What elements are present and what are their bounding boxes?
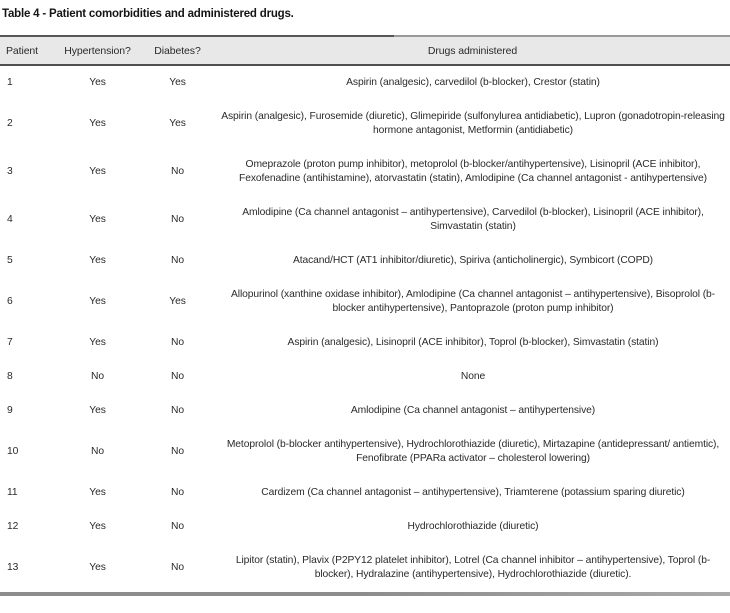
patient-id-cell: 12 bbox=[7, 521, 19, 532]
diabetes-cell: No bbox=[171, 562, 184, 573]
table-caption: Table 4 - Patient comorbidities and administered drugs. bbox=[2, 8, 294, 20]
diabetes-cell: Yes bbox=[169, 77, 186, 88]
table-row bbox=[0, 100, 730, 148]
hypertension-cell: Yes bbox=[89, 296, 106, 307]
table-row bbox=[0, 544, 730, 592]
hypertension-cell: Yes bbox=[89, 77, 106, 88]
table-row bbox=[0, 394, 730, 428]
patient-id-cell: 13 bbox=[7, 562, 19, 573]
table-row bbox=[0, 278, 730, 326]
hypertension-cell: Yes bbox=[89, 166, 106, 177]
table-row bbox=[0, 360, 730, 394]
hypertension-cell: Yes bbox=[89, 562, 106, 573]
patient-id-cell: 3 bbox=[7, 166, 13, 177]
diabetes-cell: No bbox=[171, 214, 184, 225]
table-bottom-rule bbox=[0, 592, 730, 596]
diabetes-cell: No bbox=[171, 337, 184, 348]
table-row bbox=[0, 148, 730, 196]
table-row bbox=[0, 510, 730, 544]
patient-id-cell: 9 bbox=[7, 405, 13, 416]
comorbidities-table-wrap bbox=[0, 35, 730, 596]
table-header bbox=[0, 37, 730, 65]
table-row bbox=[0, 428, 730, 476]
drugs-cell: Aspirin (analgesic), Lisinopril (ACE inhibitor), Toprol (b-blocker), Simvastatin (statin) bbox=[287, 337, 659, 348]
patient-id-cell: 7 bbox=[7, 337, 13, 348]
drugs-cell: Lipitor (statin), Plavix (P2PY12 platelet inhibitor), Lotrel (Ca channel inhibitor – antihypertensive), Toprol (b-blocker), Hydralazine (antihypertensive), Hydrochlorothiazide (diuretic). bbox=[235, 555, 711, 580]
column-header-patient: Patient bbox=[0, 37, 55, 65]
diabetes-cell: No bbox=[171, 371, 184, 382]
patient-id-cell: 8 bbox=[7, 371, 13, 382]
table-row bbox=[0, 326, 730, 360]
column-header-hypertension: Hypertension? bbox=[55, 37, 140, 65]
drugs-cell: Aspirin (analgesic), carvedilol (b-blocker), Crestor (statin) bbox=[346, 77, 600, 88]
header-row bbox=[0, 37, 730, 65]
table-row bbox=[0, 196, 730, 244]
patient-id-cell: 10 bbox=[7, 446, 19, 457]
diabetes-cell: No bbox=[171, 405, 184, 416]
hypertension-cell: No bbox=[91, 371, 104, 382]
table-row bbox=[0, 65, 730, 100]
hypertension-cell: Yes bbox=[89, 214, 106, 225]
column-header-drugs: Drugs administered bbox=[215, 37, 730, 65]
diabetes-cell: Yes bbox=[169, 118, 186, 129]
patient-id-cell: 11 bbox=[7, 487, 18, 498]
diabetes-cell: No bbox=[171, 521, 184, 532]
hypertension-cell: No bbox=[91, 446, 104, 457]
column-header-diabetes: Diabetes? bbox=[140, 37, 215, 65]
drugs-cell: Hydrochlorothiazide (diuretic) bbox=[407, 521, 539, 532]
drugs-cell: Atacand/HCT (AT1 inhibitor/diuretic), Spiriva (anticholinergic), Symbicort (COPD) bbox=[292, 255, 654, 266]
table-body bbox=[0, 65, 730, 592]
document-page bbox=[0, 8, 730, 596]
drugs-cell: Aspirin (analgesic), Furosemide (diuretic), Glimepiride (sulfonylurea antidiabetic), Lupron (gonadotropin-releasing hormone antagonist, Metformin (antidiabetic) bbox=[221, 111, 725, 136]
diabetes-cell: No bbox=[171, 166, 184, 177]
table-row bbox=[0, 476, 730, 510]
patient-id-cell: 4 bbox=[7, 214, 13, 225]
hypertension-cell: Yes bbox=[89, 337, 106, 348]
patient-id-cell: 2 bbox=[7, 118, 13, 129]
drugs-cell: Allopurinol (xanthine oxidase inhibitor), Amlodipine (Ca channel antagonist – antihypertensive), Bisoprolol (b-blocker antihypertensive), Pantoprazole (proton pump inhibitor) bbox=[230, 289, 715, 314]
diabetes-cell: No bbox=[171, 446, 184, 457]
diabetes-cell: No bbox=[171, 255, 184, 266]
hypertension-cell: Yes bbox=[89, 118, 106, 129]
patient-id-cell: 6 bbox=[7, 296, 13, 307]
drugs-cell: None bbox=[460, 371, 486, 382]
hypertension-cell: Yes bbox=[89, 405, 106, 416]
drugs-cell: Omeprazole (proton pump inhibitor), metoprolol (b-blocker/antihypertensive), Lisinopril (ACE inhibitor), Fexofenadine (antihistamine), atorvastatin (statin), Amlodipine (Ca channel antagonist - antihypertensive) bbox=[239, 159, 707, 184]
hypertension-cell: Yes bbox=[89, 255, 106, 266]
drugs-cell: Amlodipine (Ca channel antagonist – antihypertensive), Carvedilol (b-blocker), Lisinopril (ACE inhibitor), Simvastatin (statin) bbox=[242, 207, 704, 232]
diabetes-cell: Yes bbox=[169, 296, 186, 307]
table-row bbox=[0, 244, 730, 278]
diabetes-cell: No bbox=[171, 487, 184, 498]
hypertension-cell: Yes bbox=[89, 521, 106, 532]
drugs-cell: Cardizem (Ca channel antagonist – antihypertensive), Triamterene (potassium sparing diuretic) bbox=[261, 487, 685, 498]
drugs-cell: Amlodipine (Ca channel antagonist – antihypertensive) bbox=[350, 405, 596, 416]
hypertension-cell: Yes bbox=[89, 487, 106, 498]
patient-id-cell: 5 bbox=[7, 255, 13, 266]
patient-id-cell: 1 bbox=[7, 77, 13, 88]
comorbidities-table bbox=[0, 37, 730, 592]
drugs-cell: Metoprolol (b-blocker antihypertensive), Hydrochlorothiazide (diuretic), Mirtazapine (antidepressant/ antiemtic), Fenofibrate (PPARa activator – cholesterol lowering) bbox=[226, 439, 720, 464]
